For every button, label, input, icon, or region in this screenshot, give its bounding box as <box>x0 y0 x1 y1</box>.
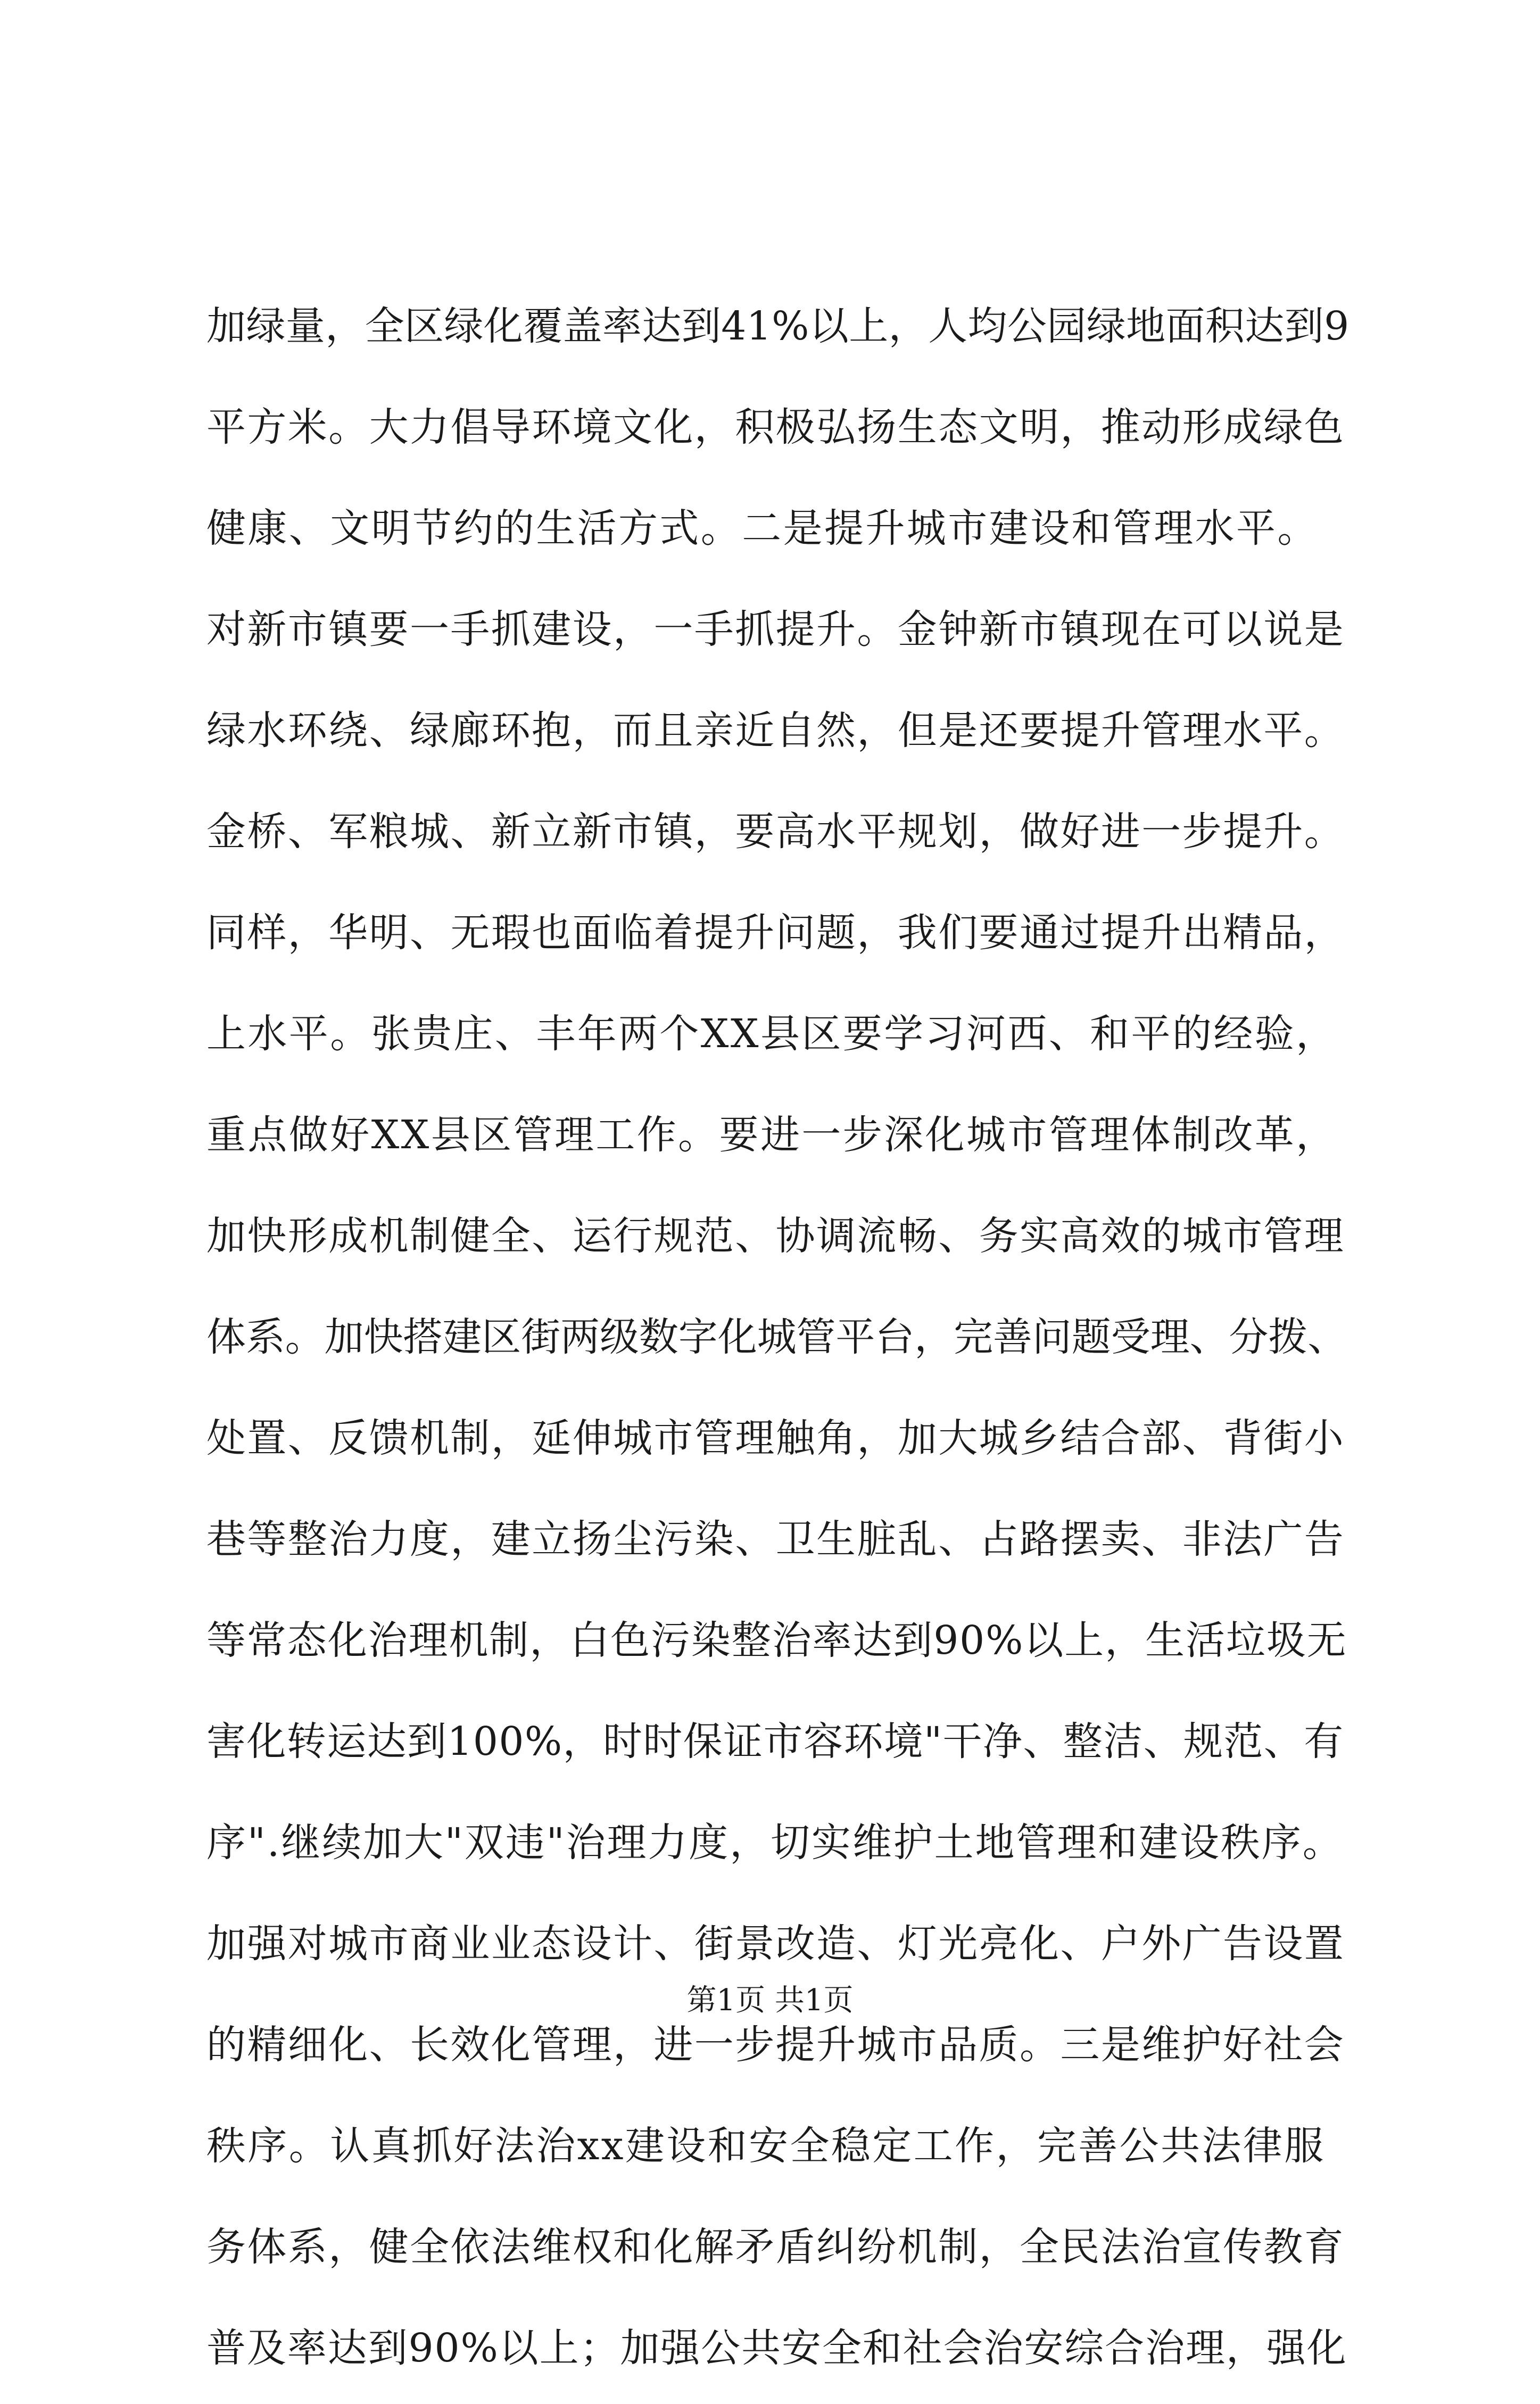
text-line-1: 加绿量，全区绿化覆盖率达到41%以上，人均公园绿地面积达到9 <box>206 303 1349 349</box>
text-line-12: 处置、反馈机制，延伸城市管理触角，加大城乡结合部、背街小 <box>206 1415 1345 1461</box>
text-line-14: 等常态化治理机制，白色污染整治率达到90%以上，生活垃圾无 <box>206 1618 1347 1663</box>
text-line-13: 巷等整治力度，建立扬尘污染、卫生脏乱、占路摆卖、非法广告 <box>206 1516 1345 1562</box>
text-line-7: 同样，华明、无瑕也面临着提升问题，我们要通过提升出精品， <box>206 910 1345 956</box>
text-line-17: 加强对城市商业业态设计、街景改造、灯光亮化、户外广告设置 <box>206 1921 1345 1967</box>
text-line-3: 健康、文明节约的生活方式。二是提升城市建设和管理水平。 <box>206 505 1319 551</box>
text-line-8: 上水平。张贵庄、丰年两个XX县区要学习河西、和平的经验， <box>206 1011 1337 1057</box>
page-number-footer: 第1页 共1页 <box>686 1983 854 2018</box>
text-line-20: 务体系，健全依法维权和化解矛盾纠纷机制，全民法治宣传教育 <box>206 2224 1345 2270</box>
body-paragraph <box>206 281 1351 2404</box>
text-line-16: 序".继续加大"双违"治理力度，切实维护土地管理和建设秩序。 <box>206 1820 1344 1866</box>
text-line-4: 对新市镇要一手抓建设，一手抓提升。金钟新市镇现在可以说是 <box>206 607 1345 652</box>
text-line-5: 绿水环绕、绿廊环抱，而且亲近自然，但是还要提升管理水平。 <box>206 708 1345 753</box>
text-line-11: 体系。加快搭建区街两级数字化城管平台，完善问题受理、分拨、 <box>206 1314 1347 1360</box>
text-line-19: 秩序。认真抓好法治xx建设和安全稳定工作，完善公共法律服 <box>206 2123 1326 2169</box>
text-line-18: 的精细化、长效化管理，进一步提升城市品质。三是维护好社会 <box>206 2022 1345 2068</box>
text-line-10: 加快形成机制健全、运行规范、协调流畅、务实高效的城市管理 <box>206 1213 1345 1259</box>
text-line-9: 重点做好XX县区管理工作。要进一步深化城市管理体制改革， <box>206 1112 1337 1158</box>
text-line-6: 金桥、军粮城、新立新市镇，要高水平规划，做好进一步提升。 <box>206 809 1345 855</box>
text-line-21: 普及率达到90%以上；加强公共安全和社会治安综合治理，强化 <box>206 2325 1347 2371</box>
text-line-2: 平方米。大力倡导环境文化，积极弘扬生态文明，推动形成绿色 <box>206 404 1345 450</box>
text-line-15: 害化转运达到100%，时时保证市容环境"干净、整洁、规范、有 <box>206 1719 1344 1764</box>
